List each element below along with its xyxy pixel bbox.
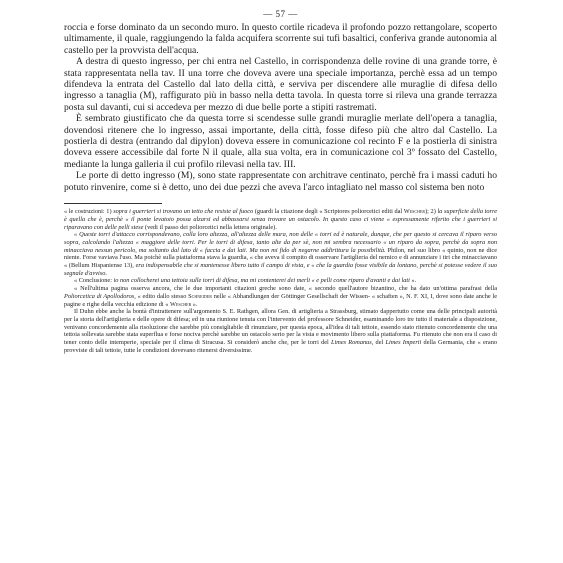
footnote-italic-text: Limes Imperii [385,339,422,347]
footnote-italic-text: io non collocherei una tettoia sulle torri di difesa, ma mi contenterei dei merli « e pelli come riparo d'avanti e dai lati [113,277,410,285]
footnote-paragraph [64,277,497,285]
body-paragraph: roccia e forse dominato da un secondo muro. In questo cortile ricadeva il profondo pozzo rettangolare, scoperto ultimamente, il quale, raggiungendo la falda acquifera scorrente sui tufi basaltici, conferiva grande autonomia al castello per la provvista dell'acqua. [64,22,497,56]
footnote-text: Il Duhn ebbe anche la bontà d'intrattenere sull'argomento S. E. Rathgen, allora Gen. di artiglieria a Strassburg, stimato dappertutto come una delle principali autorità per la storia dell'artiglieria e delle opere di difesa; ed in una riunione tenuta con l'intervento del professore Schneider, esaminando loro tre tutto il materiale a disposizione, venivano concordemente alla risoluzione che sarebbe più consigliabile di rinunziare, per questa epoca, all'idea di tali tettoie, essendo stato ritenuto concordemente che una tettoia sollevata sarebbe stata superflua e forse nociva perchè sarebbe un ostacolo serio per la vista e movimento libero sulla piattaforma. Fu ritenuto che non era il caso di tener conto delle intemperie, speciale per il clima di Siracusa. Si considerò anche che, per le torri del [64,308,497,347]
footnote-paragraph [64,231,497,277]
body-paragraph: È sembrato giustificato che da questa torre si scendesse sulle grandi muraglie merlate dell'opera a tanaglia, dovendosi ritenere che lo ingresso, assai importante, della città, fosse difeso più che altro dal Castello. La postierla di destra (entrando dal dipylon) doveva essere in comunicazione col recinto F e la postierla di sinistra doveva essere accessibile dal forte N il quale, alla sua volta, era in comunicazione col 3º fossato del Castello, mediante la lunga galleria il cui profilo rilevasi nella tav. III. [64,113,497,170]
footnote-text: (vedi il passo dei poliorcetici nella lettera originale). [143,223,277,231]
footnote-text: « Conclusione: [74,277,114,285]
footnote-italic-text: « Queste torri d'attacco corrispondevano, colla loro altezza, all'altezza delle mura, non delle « torri ed è naturale, dunque, che per questo si cercava il riparo verso sopra, calcolando l'altezza « maggiore delle torri. Per le torri di difesa, tanto alte da per sè, non mi sembra necessario « un riparo da sopra, perchè da sopra non minacciava nessun pericolo, ma soltanto dal lato di « faccia e dai lati. Ma non mi fido di negarne addirittura la possibilità. [64,231,497,254]
footnote-text: ); 2) [425,208,438,216]
footnote-paragraph [64,308,497,354]
footnotes [64,208,497,354]
footnote-text: Wescher [403,208,426,216]
footnote-italic-text: Poliorcetica di Apollodoros [64,292,135,300]
footnote-text: « le costruzioni: 1) [64,208,114,216]
footnote-text: nelle « Abhandlungen der Göttinger Gesellschaft der Wissen- « schaften », N. F. XI, I, dove sono date anche le pagine e righe della vecchia edizione di « [64,292,497,308]
body-paragraph: A destra di questo ingresso, per chi entra nel Castello, in corrispondenza delle rovine di una grande torre, è stata rappresentata nella tav. II una torre che doveva avere una speciale importanza, perchè essa ad un tempo difendeva la entrata del Castello dal lato della città, e serviva per discendere alle muraglie di difesa dello ingresso a tanaglia (M), raffigurato più in basso nella detta tavola. In questa torre si rileva una grande terrazza posta sul davanti, cui si accedeva per mezzo di due belle porte a stipiti rastremati. [64,56,497,113]
body-paragraph: Le porte di detto ingresso (M), sono state rappresentate con architrave centinato, perchè fra i massi caduti ho potuto rinvenire, come si è detto, uno dei due pezzi che aveva l'arco intagliato nel masso col sistema ben noto [64,170,497,193]
footnote-text: ». [409,277,417,285]
footnote-paragraph [64,285,497,308]
body-text [64,22,497,193]
footnote-text: , del [371,339,386,347]
footnote-italic-text: la superficie della torre è quella che è, perchè « il ponte levatoio possa alzarsi ed abbassarsi senza trovare un ostacolo. In questo caso ci viene « espressamente riferito che i guerrieri si riparavano con delle pelli stese [64,208,498,231]
footnote-text: « Nell'ultima pagina osserva ancora, che le due importanti citazioni greche sono date, « secondo quell'autore bizantino, che ha dato un'ottima parafrasi della [74,285,497,293]
footnote-text: , « edito dallo stesso [134,292,189,300]
footnote-italic-text: era indispensabile che si mantenesse libero tutto il campo di vista, e « che la guardia fosse visibile da lontano, perchè si potesse vedere il suo segnale d'avviso. [64,262,497,277]
footnote-italic-text: sopra i guerrieri si trovano un tetto che resiste al fuoco [113,208,254,216]
footnote-text: (guardi la citazione degli « Scriptores poliorcetici editi dal [253,208,404,216]
footnote-text: Philon, nel suo libro « quinto, non ne dice niente. Forse vaviava l'uso. Ma poichè sulla piattaforma stava la guardia, « che aveva il compito di osservare l'artiglieria del nemico e di annunziare i tiri che minacciavano « (Bellum Hispaniense 13), [64,246,497,270]
footnote-separator [64,203,162,204]
footnote-text: Wescher [169,300,192,308]
footnote-italic-text: Limes Romanus [331,339,372,347]
footnote-text: della Germania, che « erano provviste di tali tettoie, tutte le condizioni dovevano ritenersi diversissime. [64,339,497,354]
page-number: — 57 — [263,9,298,19]
footnote-paragraph [64,208,497,231]
footnote-text: Schneider [188,292,212,300]
footnote-text: ». [191,300,198,308]
